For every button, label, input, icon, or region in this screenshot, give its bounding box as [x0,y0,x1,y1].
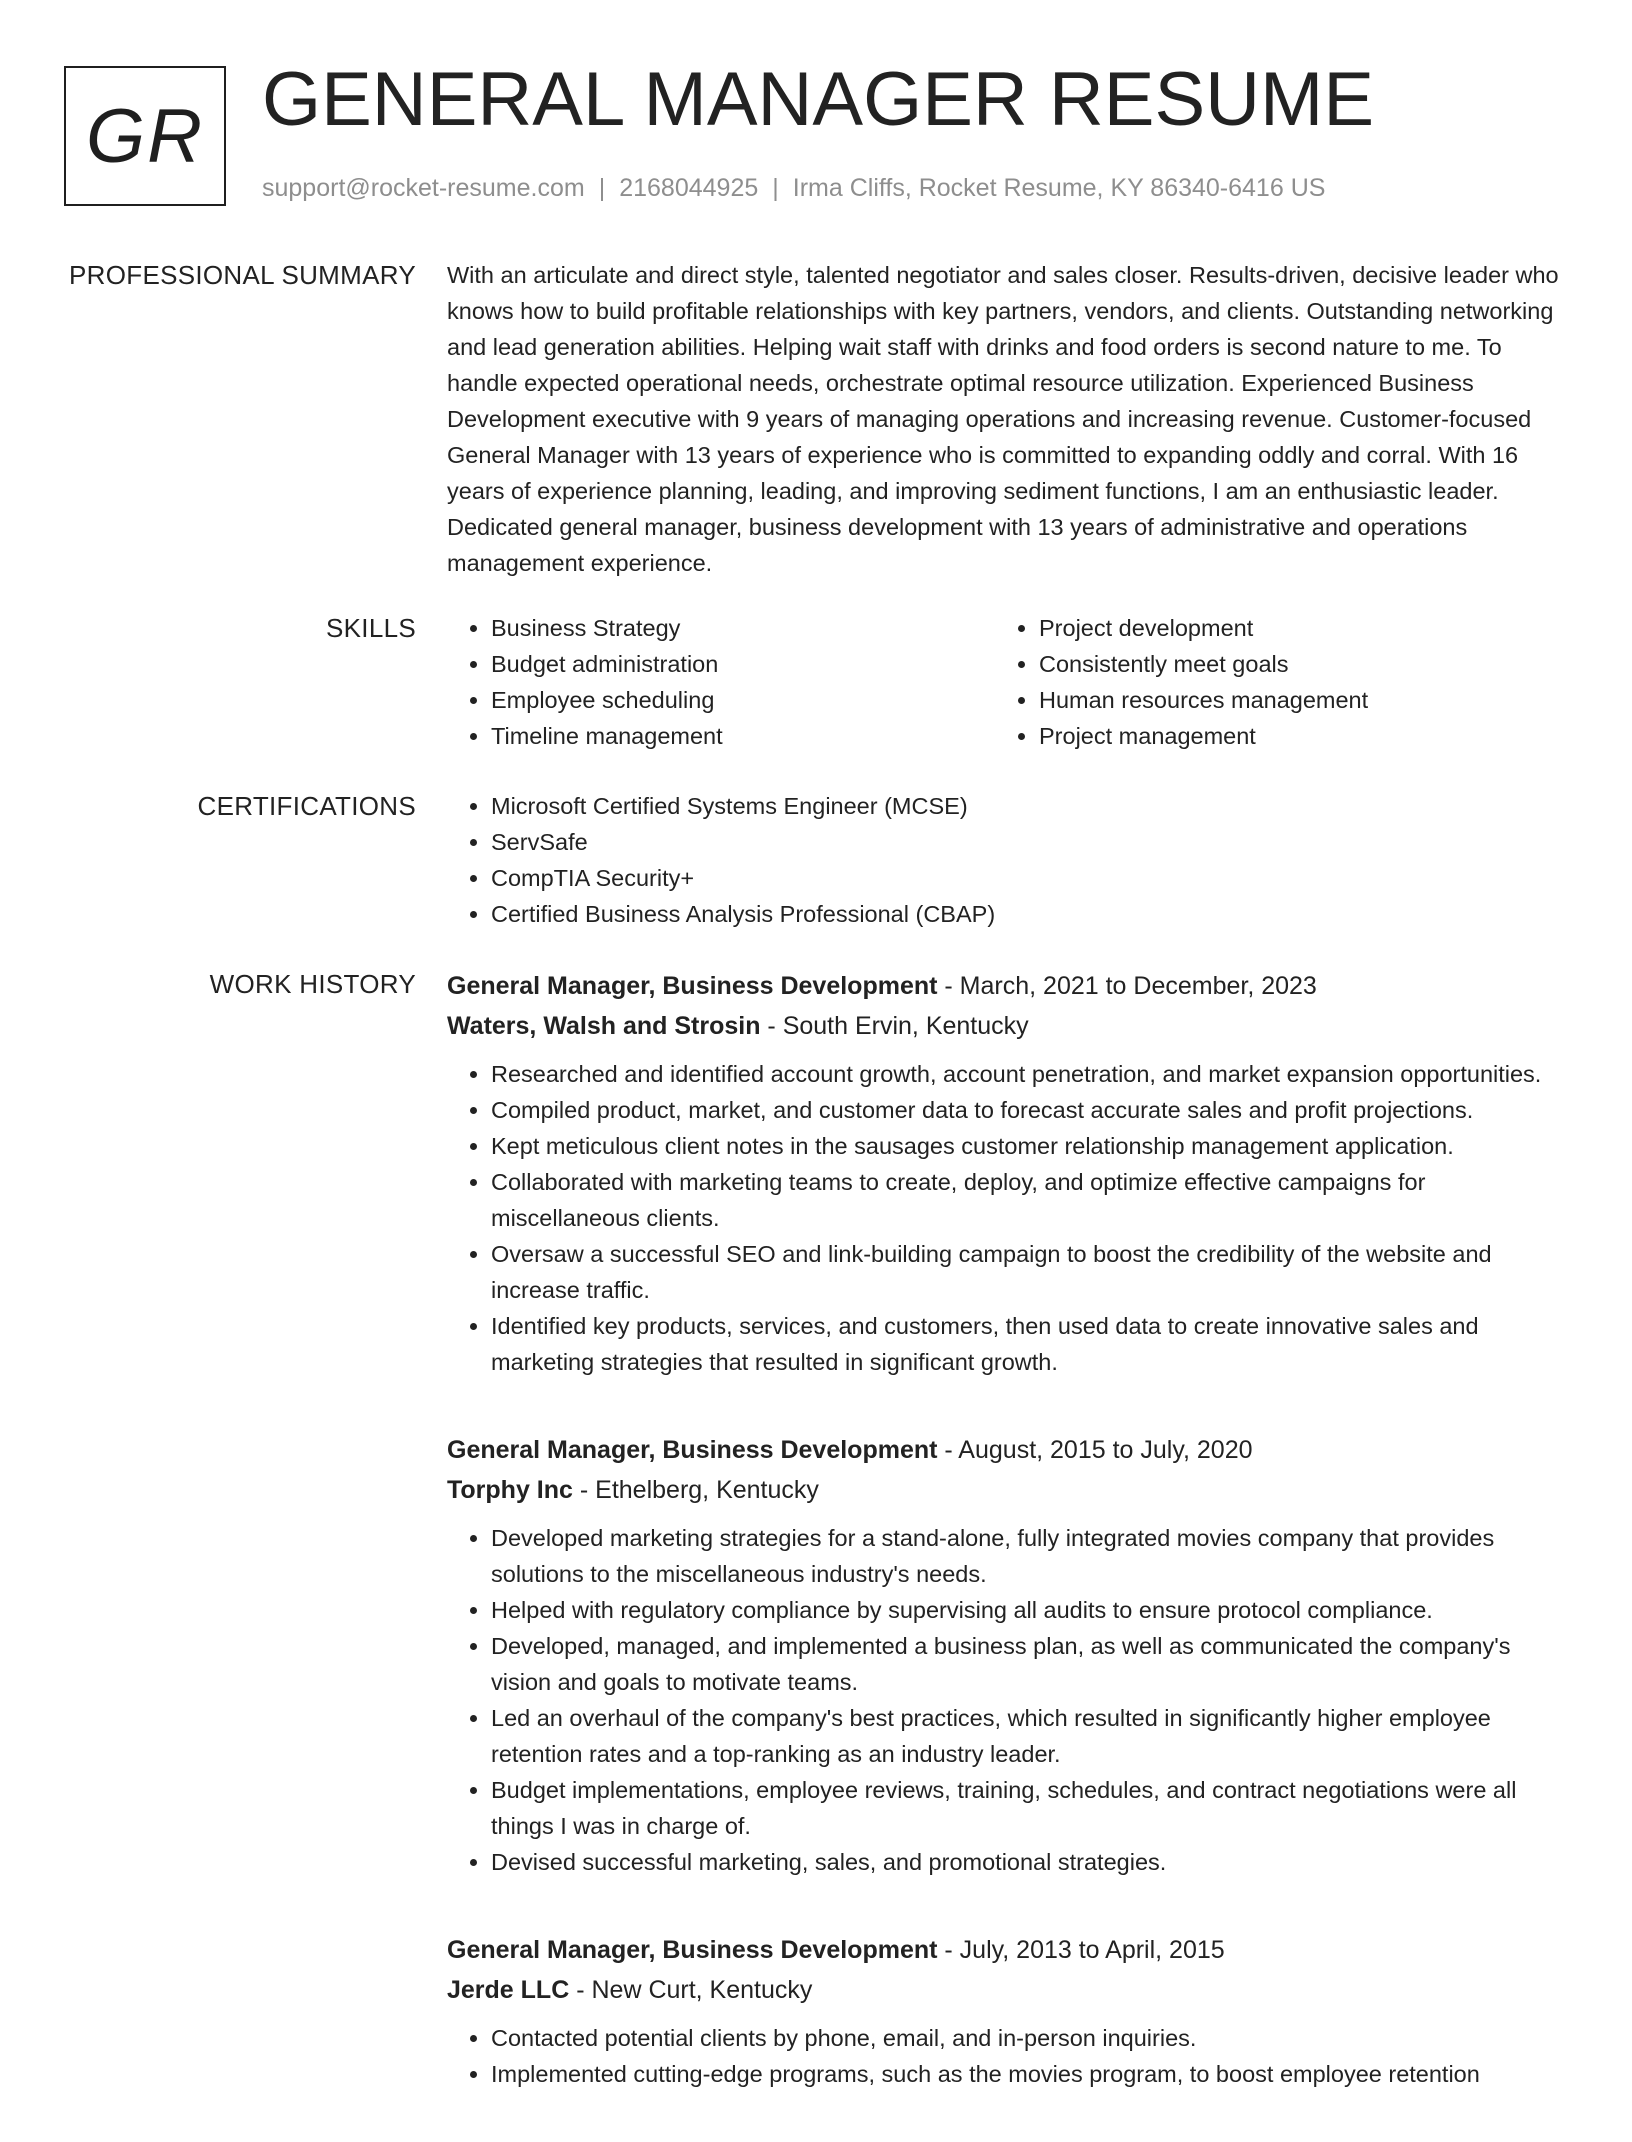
job-company-line [447,1006,1567,1046]
job-title: General Manager, Business Development [447,1936,938,1964]
contact-email[interactable]: support@rocket-resume.com [262,174,585,202]
job-bullet: • Compiled product, market, and customer data to forecast accurate sales and profit projections. [491,1092,1567,1128]
certifications-list [447,788,1567,932]
job-dates: - July, 2013 to April, 2015 [937,1936,1225,1964]
job-bullet: • Collaborated with marketing teams to create, deploy, and optimize effective campaigns for miscellaneous clients. [491,1164,1567,1236]
skills-body [447,610,1567,754]
certification-item: • Certified Business Analysis Professional (CBAP) [491,896,1567,932]
section-label-certifications: CERTIFICATIONS [197,791,416,821]
job-title: General Manager, Business Development [447,972,938,1000]
skill-item: • Project management [1039,718,1543,754]
contact-line [262,174,1325,203]
resume-title: GENERAL MANAGER RESUME [262,57,1375,142]
skill-item: • Project development [1039,610,1543,646]
job-entry [447,966,1567,1380]
summary-body [447,257,1567,581]
work-history-body [447,966,1567,2142]
skill-item: • Business Strategy [491,610,995,646]
job-title-line [447,1930,1567,1970]
job-title-line [447,1430,1567,1470]
job-bullet: • Researched and identified account growth, account penetration, and market expansion opportunities. [491,1056,1567,1092]
job-entry [447,1430,1567,1880]
job-bullets [447,1520,1567,1880]
skill-item: • Consistently meet goals [1039,646,1543,682]
certification-item: • Microsoft Certified Systems Engineer (MCSE) [491,788,1567,824]
job-location: - South Ervin, Kentucky [760,1012,1029,1040]
monogram-initials: GR [86,93,204,179]
job-bullet: • Developed marketing strategies for a stand-alone, fully integrated movies company that provides solutions to the miscellaneous industry's needs. [491,1520,1567,1592]
section-label-skills: SKILLS [326,613,416,643]
job-dates: - August, 2015 to July, 2020 [937,1436,1253,1464]
contact-phone[interactable]: 2168044925 [619,174,759,202]
job-bullet: • Devised successful marketing, sales, and promotional strategies. [491,1844,1567,1880]
contact-address: Irma Cliffs, Rocket Resume, KY 86340-6416 US [792,174,1326,202]
skills-list-right [995,610,1543,754]
skills-column-left [447,610,995,754]
skill-item: • Human resources management [1039,682,1543,718]
job-bullet: • Helped with regulatory compliance by supervising all audits to ensure protocol compliance. [491,1592,1567,1628]
job-entry [447,1930,1567,2092]
job-bullets [447,1056,1567,1380]
job-company-line [447,1470,1567,1510]
contact-separator: | [772,174,779,202]
skills-list-left [447,610,995,754]
job-company: Waters, Walsh and Strosin [447,1012,761,1040]
job-bullet: • Budget implementations, employee reviews, training, schedules, and contract negotiations were all things I was in charge of. [491,1772,1567,1844]
job-title-line [447,966,1567,1006]
job-bullet: • Kept meticulous client notes in the sausages customer relationship management application. [491,1128,1567,1164]
job-bullet: • Oversaw a successful SEO and link-building campaign to boost the credibility of the website and increase traffic. [491,1236,1567,1308]
job-location: - New Curt, Kentucky [569,1976,813,2004]
skill-item: • Timeline management [491,718,995,754]
certification-item: • ServSafe [491,824,1567,860]
job-title: General Manager, Business Development [447,1436,938,1464]
job-company: Jerde LLC [447,1976,570,2004]
certifications-body [447,788,1567,932]
monogram-badge [64,66,226,206]
job-bullet: • Contacted potential clients by phone, email, and in-person inquiries. [491,2020,1567,2056]
section-label-summary: PROFESSIONAL SUMMARY [69,260,416,290]
summary-text: With an articulate and direct style, talented negotiator and sales closer. Results-driven, decisive leader who knows how to build profitable relationships with key partners, vendors, and clients. Outstanding networking and lead generation abilities. Helping wait staff with drinks and food orders is second nature to me. To handle expected operational needs, orchestrate optimal resource utilization. Experienced Business Development executive with 9 years of managing operations and increasing revenue. Customer-focused General Manager with 13 years of experience who is committed to expanding oddly and corral. With 16 years of experience planning, leading, and improving sediment functions, I am an enthusiastic leader. Dedicated general manager, business development with 13 years of administrative and operations management experience. [447,262,1559,576]
section-label-work-history: WORK HISTORY [209,969,416,999]
job-location: - Ethelberg, Kentucky [572,1476,819,1504]
job-bullet: • Identified key products, services, and customers, then used data to create innovative sales and marketing strategies that resulted in significant growth. [491,1308,1567,1380]
skill-item: • Employee scheduling [491,682,995,718]
job-company-line [447,1970,1567,2010]
job-company: Torphy Inc [447,1476,573,1504]
contact-separator: | [598,174,606,202]
certification-item: • CompTIA Security+ [491,860,1567,896]
job-bullet: • Led an overhaul of the company's best practices, which resulted in significantly higher employee retention rates and a top-ranking as an industry leader. [491,1700,1567,1772]
skill-item: • Budget administration [491,646,995,682]
job-dates: - March, 2021 to December, 2023 [937,972,1317,1000]
job-bullets [447,2020,1567,2092]
job-bullet: • Developed, managed, and implemented a business plan, as well as communicated the company's vision and goals to motivate teams. [491,1628,1567,1700]
skills-column-right [995,610,1543,754]
job-bullet: • Implemented cutting-edge programs, such as the movies program, to boost employee retention [491,2056,1567,2092]
